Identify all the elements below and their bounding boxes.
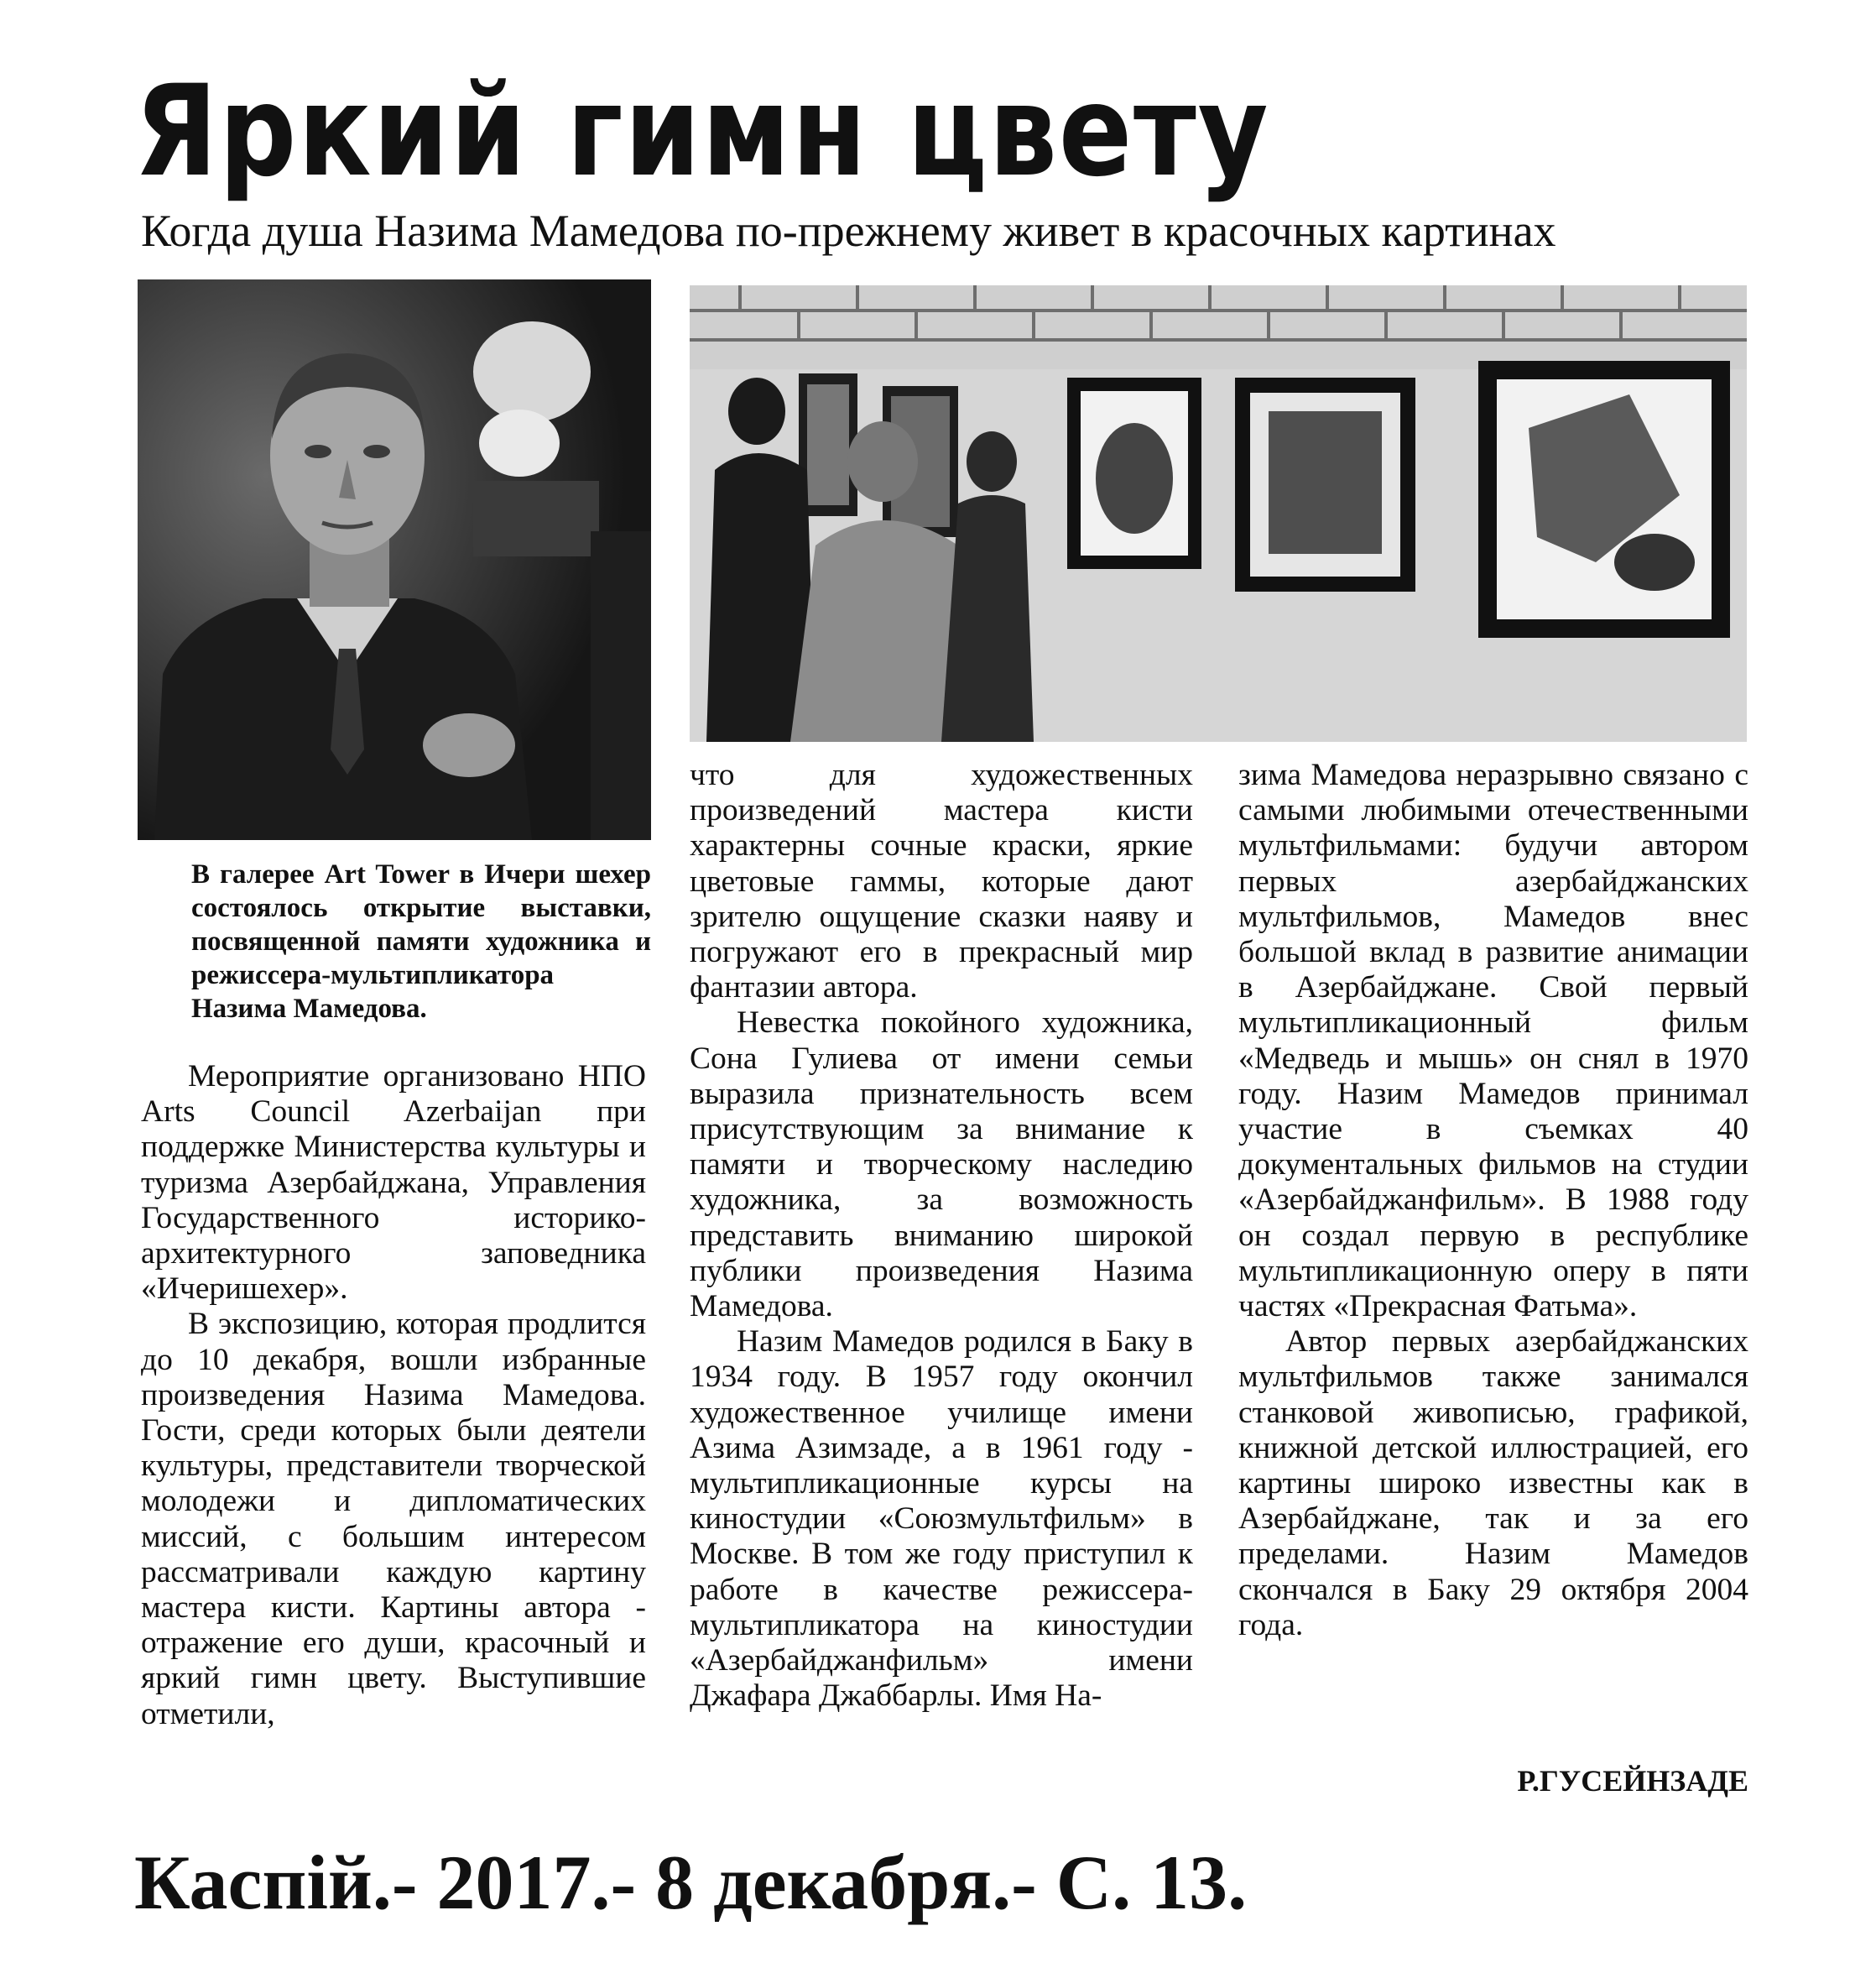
paragraph: В экспозицию, которая продлится до 10 декабря, вошли избранные произведения Назима Мамедова. Гости, среди которых были деятели культуры, представители творческой молодежи и дипломатических миссий, с большим интересом рассматривали каждую картину мастера кисти. Картины автора - отражение его души, красочный и яркий гимн цвету. Выступившие отметили, <box>141 1307 646 1731</box>
photo-caption: В галерее Art Tower в Ичери шехер состоялось открытие выставки, посвященной памяти художника и режиссера-мультипликатора Назима Мамедова. <box>191 859 651 1024</box>
paragraph: Невестка покойного художника, Сона Гулиева от имени семьи выразила признательность всем присутствующим за внимание к памяти и творческому наследию художника, за возможность представить вниманию широкой публики произведения Назима Мамедова. <box>690 1005 1193 1324</box>
paragraph: Назим Мамедов родился в Баку в 1934 году. В 1957 году окончил художественное училище имени Азима Азимзаде, а в 1961 году - мультипликационные курсы на киностудии «Союзмультфильм» в Москве. В том же году приступил к работе в качестве режиссера-мультипликатора на киностудии «Азербайджанфильм» имени Джафара Джаббарлы. Имя На- <box>690 1324 1193 1714</box>
paragraph: зима Мамедова неразрывно связано с самыми любимыми отечественными мультфильмами: будучи автором первых азербайджанских мультфильмов, Мамедов внес большой вклад в развитие анимации в Азербайджане. Свой первый мультипликационный фильм «Медведь и мышь» он снял в 1970 году. Назим Мамедов принимал участие в съемках 40 документальных фильмов на студии «Азербайджанфильм». В 1988 году он создал первую в республике мультипликационную оперу в пяти частях «Прекрасная Фатьма». <box>1238 758 1748 1324</box>
gallery-photo <box>690 285 1747 742</box>
paragraph: Мероприятие организовано НПО Arts Council Azerbaijan при поддержке Министерства культуры и туризма Азербайджана, Управления Государственного историко-архитектурного заповедника «Ичеришехер». <box>141 1059 646 1307</box>
subtitle: Когда душа Назима Мамедова по-прежнему живет в красочных картинах <box>141 206 1556 256</box>
paragraph: Автор первых азербайджанских мультфильмов также занимался станковой живописью, графикой, книжной детской иллюстрацией, его картины широко известны как в Азербайджане, так и за его пределами. Назим Мамедов скончался в Баку 29 октября 2004 года. <box>1238 1324 1748 1642</box>
headline: Яркий гимн цвету <box>134 59 1270 205</box>
article-column-2 <box>690 758 1193 1714</box>
article-column-1 <box>141 1059 646 1732</box>
source-citation: Каспій.- 2017.- 8 декабря.- С. 13. <box>134 1840 1248 1925</box>
portrait-photo <box>138 279 651 840</box>
author-signature: Р.ГУСЕЙНЗАДЕ <box>1517 1764 1748 1798</box>
article-column-3 <box>1238 758 1748 1643</box>
paragraph: что для художественных произведений мастера кисти характерны сочные краски, яркие цветовые гаммы, которые дают зрителю ощущение сказки наяву и погружают его в прекрасный мир фантазии автора. <box>690 758 1193 1005</box>
